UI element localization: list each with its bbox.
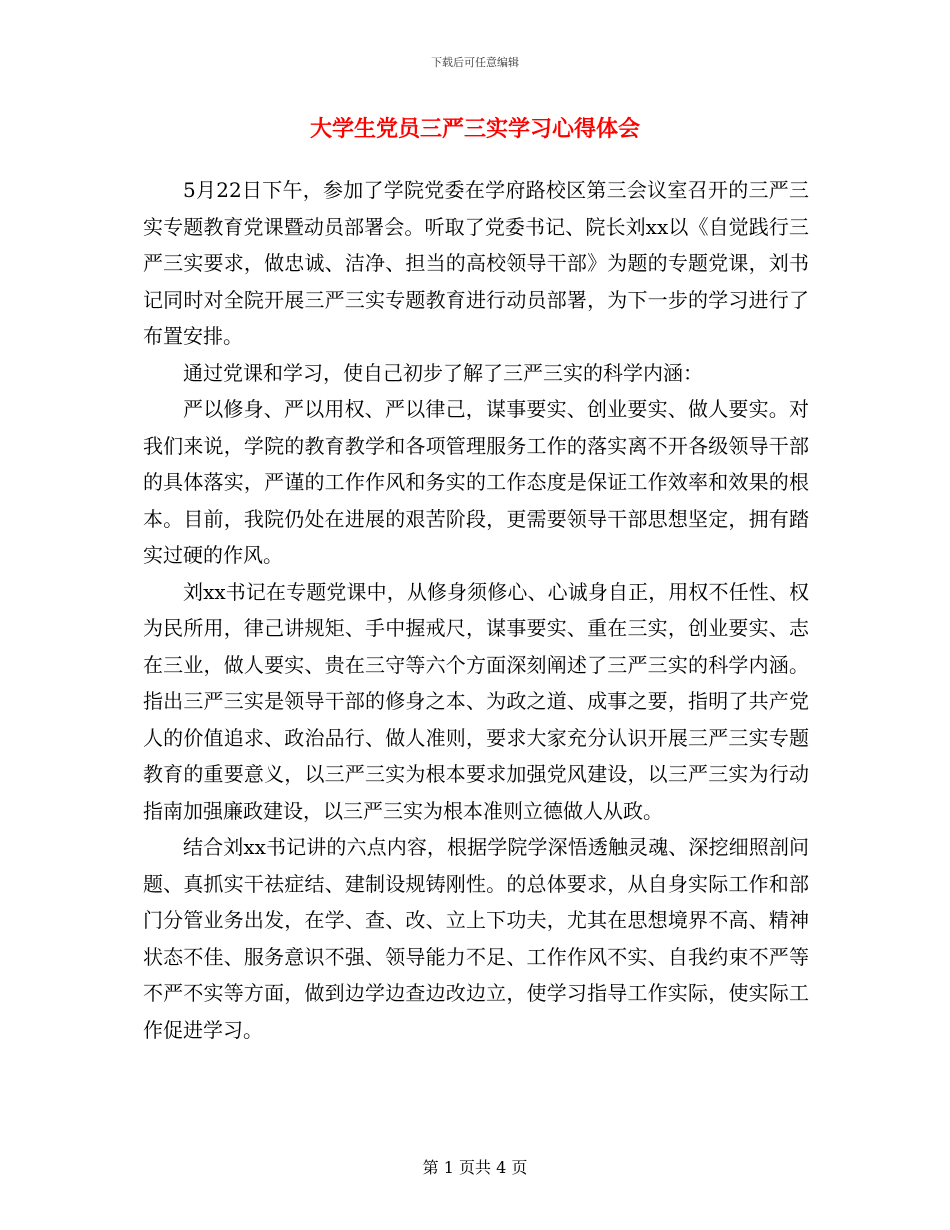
page-header-note: 下载后可任意编辑 (431, 56, 519, 69)
paragraph: 严以修身、严以用权、严以律己，谋事要实、创业要实、做人要实。对我们来说，学院的教育教学和各项管理服务工作的落实离不开各级领导干部的具体落实，严谨的工作作风和务实的工作态度是保证工作效率和效果的根本。目前，我院仍处在进展的艰苦阶段，更需要领导干部思想坚定，拥有踏实过硬的作风。 (143, 397, 809, 567)
paragraph: 刘xx书记在专题党课中，从修身须修心、心诚身自正，用权不任性、权为民所用，律己讲规矩、手中握戒尺，谋事要实、重在三实，创业要实、志在三业，做人要实、贵在三守等六个方面深刻阐述了三严三实的科学内涵。指出三严三实是领导干部的修身之本、为政之道、成事之要，指明了共产党人的价值追求、政治品行、做人准则，要求大家充分认识开展三严三实专题教育的重要意义，以三严三实为根本要求加强党风建设，以三严三实为行动指南加强廉政建设，以三严三实为根本准则立德做人从政。 (143, 579, 809, 823)
document-title: 大学生党员三严三实学习心得体会 (309, 117, 640, 142)
paragraph: 通过党课和学习，使自己初步了解了三严三实的科学内涵： (183, 360, 703, 385)
page-number-footer: 第 1 页共 4 页 (422, 1158, 528, 1177)
paragraph: 5月22日下午，参加了学院党委在学府路校区第三会议室召开的三严三实专题教育党课暨动员部署会。听取了党委书记、院长刘xx以《自觉践行三严三实要求，做忠诚、洁净、担当的高校领导干部》为题的专题党课，刘书记同时对全院开展三严三实专题教育进行动员部署，为下一步的学习进行了布置安排。 (143, 178, 809, 348)
document-body (143, 172, 809, 1048)
paragraph: 结合刘xx书记讲的六点内容，根据学院学深悟透触灵魂、深挖细照剖问题、真抓实干祛症结、建制设规铸刚性。的总体要求，从自身实际工作和部门分管业务出发，在学、查、改、立上下功夫，尤其在思想境界不高、精神状态不佳、服务意识不强、领导能力不足、工作作风不实、自我约束不严等不严不实等方面，做到边学边查边改边立，使学习指导工作实际，使实际工作促进学习。 (143, 835, 809, 1042)
